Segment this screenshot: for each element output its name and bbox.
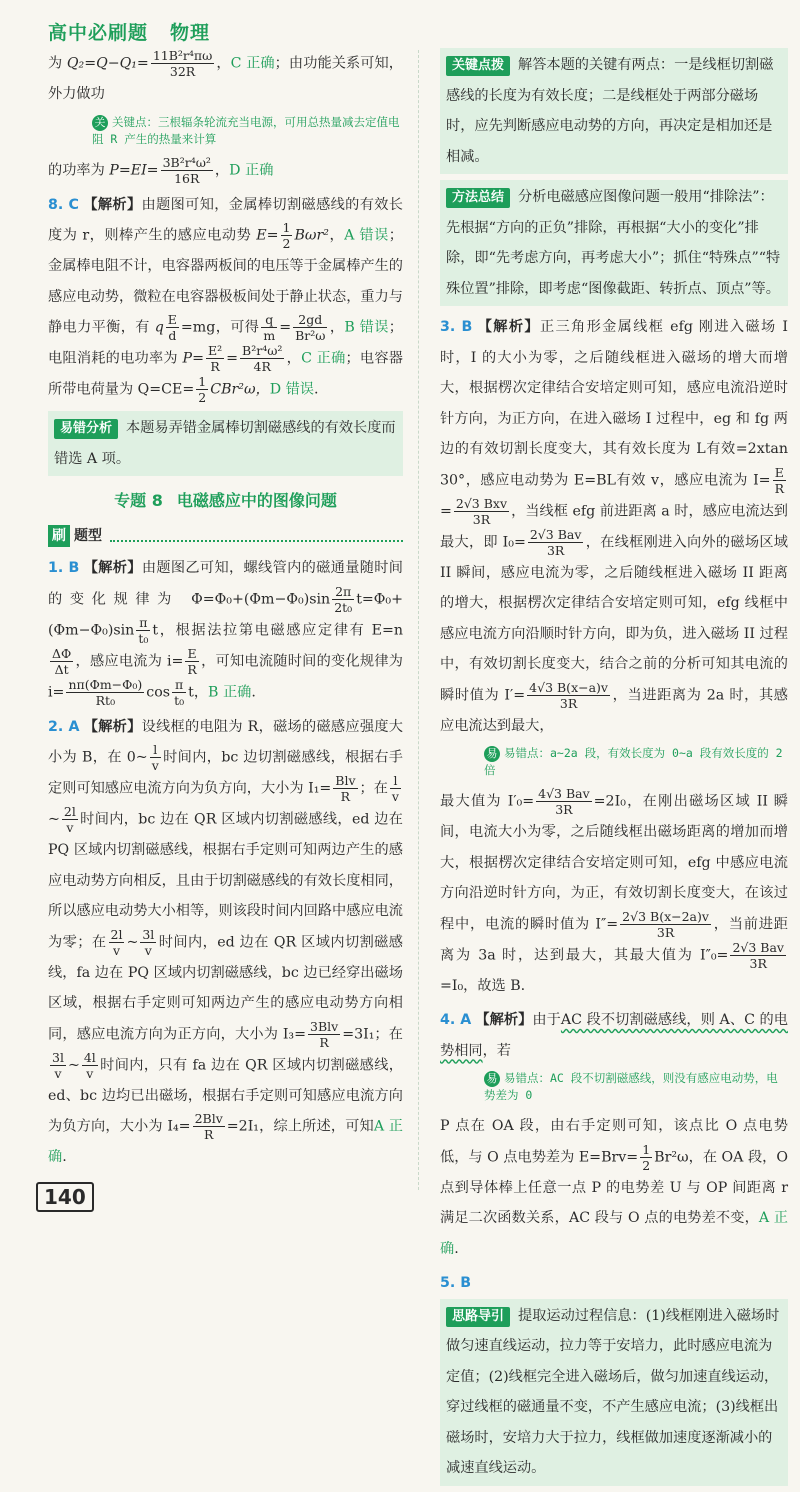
fraction: [620, 909, 711, 940]
denominator: R: [319, 1034, 329, 1050]
numerator: l: [390, 773, 401, 789]
denominator: 3R: [749, 955, 767, 971]
section-title: [48, 486, 403, 517]
key-note: [92, 114, 403, 147]
question-type-banner: [48, 521, 403, 552]
numerator: q: [261, 312, 277, 328]
text-span: 为: [48, 55, 63, 72]
q1-solution: 1. B 【解析】由题图乙可知，螺线管内的磁通量随时间的变化规律为 Φ=Φ₀+(Φm−Φ₀)sin $\frac{2\pi}{\text{2t₀}}$ t=Φ₀+(Φm−Φ₀)sin $\frac{\pi}{\text{t₀}}$ t，根据法拉第电磁感应定律有 E=n $\frac{\Delta\Phi}{\Delta t}$ ，感应电流为 i= $\frac{E}{R}$ ，可知电流随时间的变化规律为 i= $\frac{\text{nπ(Φm−Φ₀)}}{\text{Rt₀}}$ cos $\frac{\pi}{\text{t₀}}$ t，B 正确.: [48, 560, 403, 708]
right-column: [440, 48, 788, 1492]
text-span: 时间内，只有 fa 边在 QR 区域内切割磁感线，ed、bc 边均已出磁场，根据右手定则可知感应电流方向为负方向，大小为 I₄=: [48, 1057, 403, 1135]
numerator: ΔΦ: [52, 645, 72, 661]
denominator: 32R: [169, 64, 196, 79]
numerator: 2√3 Bxv: [455, 495, 508, 511]
text-span: Bωr²: [294, 227, 329, 244]
text-span: 【解析】: [476, 319, 540, 335]
text-span: 易错点：: [504, 1071, 550, 1085]
fraction: [390, 773, 401, 804]
text-span: ，感应电流为 i=: [75, 653, 184, 669]
denominator: R: [203, 1127, 214, 1142]
text-span: 【解析】: [83, 718, 142, 735]
fraction: [151, 48, 215, 79]
denominator: 3R: [472, 511, 491, 527]
text-span: a~2a 段，有效长度为 0~a 段有效长度的 2 倍: [484, 746, 783, 777]
answer-judgement: D 错误: [269, 381, 314, 398]
fraction: [66, 677, 144, 708]
text-span: 提取运动过程信息：(1)线框刚进入磁场时做匀速直线运动，拉力等于安培力，此时感应电流为定值；(2)线框完全进入磁场后，做匀加速直线运动，穿过线框的磁通量不变，不产生感应电流；(3)线框出磁场时，安培力大于拉力，线框做加速度逐渐减小的减速直线运动。: [446, 1307, 780, 1476]
fraction: [240, 343, 284, 374]
text-span: ；电阻消耗的电功率为: [48, 319, 403, 367]
text-span: 由于: [532, 1012, 561, 1028]
text-span: =3I₁；在: [342, 1026, 403, 1042]
text-span: t=Φ₀+(Φm−Φ₀)sin: [48, 591, 403, 638]
fraction: [166, 312, 179, 343]
text-span: ，可知电流随时间的变化规律为 i=: [48, 653, 403, 700]
fraction: [528, 527, 584, 558]
numerator: π: [136, 615, 150, 631]
denominator: 16R: [174, 170, 200, 186]
q5-number: [440, 1268, 788, 1299]
text-span: 易错点：: [504, 746, 550, 760]
error-analysis-box: [48, 411, 403, 476]
text-span: ，当线框 efg 前进距离 a 时，感应电流达到最大，即 I₀=: [440, 503, 788, 550]
q7-tail-line: 为 Q₂=Q−Q₁= $\frac{\text{11B²r⁴πω}}{32R}$ ，C 正确；由功能关系可知，外力做功: [48, 48, 403, 102]
denominator: 4R: [253, 359, 271, 374]
text-span: Br²ω，在 OA 段，O 点到导体棒上任意一点 P 的电势差 U 与 OP 间距离 r 满足二次函数关系，AC 段与 O 点的电势差不变，: [440, 1149, 788, 1226]
thinking-guide-tag: 思路导引: [446, 1307, 510, 1327]
text-span: 电磁感应中的图像问题: [176, 491, 337, 510]
fraction: [140, 927, 156, 958]
text-span: AC 段不切割磁感线，则 A、C 的电势相同: [440, 1012, 788, 1059]
text-span: =: [279, 319, 292, 336]
fraction: [308, 1019, 340, 1050]
numerator: 2l: [63, 804, 76, 819]
fraction: [82, 1050, 98, 1081]
fraction: [136, 615, 150, 646]
key-hint-tag: 关键点拨: [446, 56, 510, 76]
numerator: 2√3 Bav: [732, 939, 784, 955]
numerator: 3l: [142, 926, 155, 942]
numerator: l: [150, 742, 161, 758]
numerator: 3B²r⁴ω²: [162, 154, 211, 170]
text-span: 【解析】: [475, 1012, 533, 1028]
denominator: Rt₀: [95, 692, 116, 708]
text-span: 解答本题的关键有两点：一是线框切割磁感线的长度为有效长度；二是线框处于两部分磁场时，应先判断感应电动势的方向，再决定是相加还是相减。: [446, 57, 774, 165]
denominator: R: [210, 359, 220, 374]
q8-solution: 8. C 【解析】由题图可知，金属棒切割磁感线的有效长度为 r，则棒产生的感应电动势 E= $\frac{1}{2}$ Bωr²，A 错误；金属棒电阻不计，电容器两板间的电压等于金属棒产生的感应电动势，微粒在电容器极板间处于静止状态，重力与静电力平衡，有 q $\frac{E}{d}$ =mg，可得 $\frac{q}{m}$ = $\frac{2gd}{\text{Br²ω}}$ ，B 错误；电阻消耗的电功率为 P= $\frac{\text{E²}}{R}$ = $\frac{\text{B²r⁴ω²}}{4R}$ ，C 正确；电容器所带电荷量为 Q=CE= $\frac{1}{2}$ CBr²ω，D 错误.: [48, 196, 403, 405]
text-span: 最大值为 I′₀=: [440, 793, 535, 810]
text-span: P=: [182, 350, 204, 367]
fraction: [261, 312, 277, 343]
key-note-icon: 关: [92, 115, 108, 131]
method-summary-box: [440, 180, 788, 306]
q3-solution-cont: [440, 786, 788, 1001]
error-analysis-tag: 易错分析: [54, 419, 118, 439]
answer-judgement: C 正确: [301, 350, 346, 367]
text-span: 【解析】: [83, 560, 142, 576]
text-span: ，当进距离为 2a 时，其感应电流达到最大，: [440, 687, 788, 734]
text-span: 三根辐条轮流充当电源，可用总热量减去定值电阻 R 产生的热量来计算: [92, 114, 400, 146]
answer-judgement: C 正确: [230, 55, 275, 72]
text-span: ~: [48, 811, 60, 828]
error-note: [484, 1070, 788, 1103]
fraction: [206, 343, 224, 374]
denominator: v: [86, 1065, 94, 1081]
text-span: CBr²ω，: [210, 381, 270, 398]
text-span: E=: [256, 227, 279, 244]
denominator: 2: [282, 236, 291, 251]
denominator: R: [774, 480, 784, 496]
fraction: [109, 927, 125, 958]
text-span: =: [226, 350, 239, 367]
numerator: 3Blv: [310, 1018, 339, 1034]
text-span: 专题 8: [114, 491, 163, 510]
page-number: 140: [36, 1182, 94, 1212]
denominator: 2: [642, 1157, 651, 1173]
key-hint-box: [440, 48, 788, 174]
numerator: nπ(Φm−Φ₀): [68, 676, 143, 692]
numerator: E²: [207, 343, 223, 358]
question-number: 1. B: [48, 560, 80, 576]
numerator: 2π: [332, 584, 354, 600]
fraction: [161, 155, 213, 186]
text-span: t，: [188, 684, 209, 700]
dotted-rule: [110, 530, 403, 542]
denominator: t₀: [138, 630, 149, 646]
text-span: ~: [67, 1057, 80, 1073]
numerator: 1: [642, 1141, 651, 1157]
text-span: 由题图可知，金属棒切割磁感线的有效长度为 r，则棒产生的感应电动势: [48, 196, 403, 244]
fraction: [172, 677, 186, 708]
fraction: [454, 496, 509, 527]
text-span: =2I₁，综上所述，可知: [226, 1118, 374, 1135]
method-summary-tag: 方法总结: [446, 188, 510, 208]
denominator: 3R: [546, 542, 565, 558]
text-span: 【解析】: [82, 196, 142, 213]
question-number: 5. B: [440, 1275, 472, 1291]
question-number: 3. B: [440, 319, 473, 335]
text-span: =mg，可得: [180, 319, 260, 336]
answer-judgement: B 错误: [344, 319, 389, 336]
numerator: 2Blv: [194, 1111, 223, 1126]
fraction: [640, 1142, 652, 1173]
text-span: ，在线框刚进入向外的磁场区域 II 瞬间，感应电流为零，之后随线框进入磁场 II 距离的增大，根据楞次定律结合安培定则可知，efg 线框中感应电流方向沿顺时针方向，即为负，进入磁场 II 过程中，有效切割长度变大，结合之前的分析可知其电流的瞬时值为 I′=: [440, 534, 788, 703]
text-span: =2I₀，在刚出磁场区域 II 瞬间，电流大小为零，之后随线框出磁场距离的增加而增大，根据楞次定律结合安培定则可知，efg 中感应电流方向沿逆时针方向，为正，有效切割长度变大，在该过程中，电流的瞬时值为 I″=: [440, 793, 788, 932]
text-span: Q₂=Q−Q₁=: [66, 55, 149, 72]
error-note-icon: 易: [484, 746, 500, 762]
fraction: [150, 742, 161, 773]
denominator: R: [340, 789, 351, 804]
text-span: t，根据法拉第电磁感应定律有 E=n: [152, 622, 403, 638]
numerator: 2l: [110, 926, 123, 942]
fraction: [185, 646, 198, 677]
denominator: v: [151, 758, 159, 773]
denominator: v: [144, 942, 152, 958]
text-span: P=EI=: [109, 162, 159, 178]
text-span: 关键点：: [112, 114, 158, 129]
answer-judgement: A 正确: [48, 1118, 403, 1165]
fraction: [193, 1111, 225, 1142]
text-span: ；电容器所带电荷量为 Q=CE=: [48, 350, 403, 398]
text-span: ~: [126, 934, 139, 950]
thinking-guide-box: [440, 1299, 788, 1486]
text-span: ，若: [482, 1042, 511, 1059]
subject-title: 物理: [170, 22, 211, 44]
fraction: [50, 646, 73, 677]
question-number: 2. A: [48, 718, 80, 735]
denominator: 3R: [555, 802, 573, 817]
denominator: m: [263, 328, 276, 343]
q3-solution: [440, 312, 788, 741]
text-span: 的功率为: [48, 162, 105, 178]
numerator: 11B²r⁴πω: [152, 48, 213, 63]
page-header: [48, 18, 210, 45]
fraction: [196, 374, 208, 405]
numerator: E: [167, 312, 177, 327]
numerator: 4√3 Bav: [538, 786, 590, 801]
numerator: 2√3 B(x−2a)v: [622, 908, 709, 924]
fraction: [773, 465, 786, 496]
text-span: =: [440, 503, 452, 519]
fraction: [536, 786, 592, 817]
numerator: 2gd: [293, 312, 327, 328]
book-title: 高中必刷题: [48, 22, 149, 44]
fraction: [332, 584, 354, 615]
column-divider: [418, 50, 419, 1190]
left-column: [48, 48, 403, 1173]
denominator: R: [187, 661, 197, 677]
text-span: 本题易弄错金属棒切割磁感线的有效长度而错选 A 项。: [54, 420, 396, 467]
text-span: ，当前进距离为 3a 时，达到最大，其最大值为 I″₀=: [440, 916, 788, 963]
question-number: 8. C: [48, 196, 79, 213]
numerator: 1: [198, 374, 207, 389]
text-span: 分析电磁感应图像问题一般用“排除法”：先根据“方向的正负”排除，再根据“大小的变化”排除，即“先考虑方向，再考虑大小”；抓住“特殊点”“特殊位置”排除，即考虑“图像截距、转折点、顶点”等。: [446, 189, 781, 297]
text-span: AC 段不切割磁感线，则没有感应电动势，电势差为 0: [484, 1071, 778, 1102]
denominator: Δt: [54, 661, 69, 677]
error-note: [484, 745, 788, 778]
denominator: 2: [198, 390, 207, 405]
text-span: 时间内，bc 边在 QR 区域内切割磁感线，ed 边在 PQ 区域内切割磁感线，根据右手定则可知两边产生的感应电动势方向相反，且由于切割磁感线的有效长度相同，所以感应电动势大小相等，则该段时间内回路中感应电流为零；在: [48, 811, 403, 950]
denominator: 3R: [656, 924, 675, 940]
denominator: v: [391, 789, 399, 804]
denominator: 2t₀: [334, 599, 353, 615]
denominator: Br²ω: [295, 328, 326, 343]
text-span: cos: [146, 684, 171, 700]
text-span: 设线框的电阻为 R，磁场的磁感应强度大小为 B，在 0~: [48, 718, 403, 766]
text-span: ；金属棒电阻不计，电容器两板间的电压等于金属棒产生的感应电动势，微粒在电容器极板间处于静止状态，重力与静电力平衡，有: [48, 227, 403, 336]
q4-solution: [440, 1005, 788, 1066]
text-span: 时间内，bc 边切割磁感线，根据右手定则可知感应电流方向为负方向，大小为 I₁=: [48, 749, 403, 797]
numerator: 2√3 Bav: [529, 526, 582, 542]
answer-judgement: A 正确: [440, 1210, 788, 1257]
numerator: 4l: [83, 1049, 96, 1065]
denominator: v: [66, 820, 74, 835]
fraction: [527, 680, 610, 711]
denominator: v: [112, 942, 120, 958]
q4-solution-cont: P 点在 OA 段，由右手定则可知，该点比 O 点电势低，与 O 点电势差为 E=Brv= $\frac{1}{2}$ Br²ω，在 OA 段，O 点到导体棒上任意一点 P 的电势差 U 与 OP 间距离 r 满足二次函数关系，AC 段与 O 点的电势差不变，A 正确.: [440, 1118, 788, 1257]
numerator: E: [773, 465, 786, 481]
text-span: 题型: [74, 527, 102, 544]
text-span: q: [154, 319, 164, 336]
denominator: d: [168, 328, 177, 343]
numerator: 3l: [52, 1049, 64, 1065]
q7-power-line: 的功率为 P=EI= $\frac{\text{3B²r⁴ω²}}{16R}$ ，D 正确: [48, 154, 274, 186]
numerator: 1: [282, 220, 291, 235]
question-number: 4. A: [440, 1012, 472, 1028]
q2-solution: 2. A 【解析】设线框的电阻为 R，磁场的磁感应强度大小为 B，在 0~ $\frac{l}{v}$ 时间内，bc 边切割磁感线，根据右手定则可知感应电流方向为负方向，大小为 I₁= $\frac{\text{Blv}}{R}$ ；在 $\frac{l}{v}$ ~ $\frac{2l}{v}$ 时间内，bc 边在 QR 区域内切割磁感线，ed 边在 PQ 区域内切割磁感线，根据右手定则可知两边产生的感应电动势方向相反，且由于切割磁感线的有效长度相同，所以感应电动势大小相等，则该段时间内回路中感应电流为零；在 $\frac{2l}{v}$ ~ $\frac{3l}{v}$ 时间内，ed 边在 QR 区域内切割磁感线，fa 边在 PQ 区域内切割磁感线，bc 边已经穿出磁场区域，根据右手定则可知两边产生的感应电动势方向相同，感应电流方向为正方向，大小为 I₃= $\frac{\text{3Blv}}{R}$ =3I₁；在 $\frac{3l}{v}$ ~ $\frac{4l}{v}$ 时间内，只有 fa 边在 QR 区域内切割磁感线，ed、bc 边均已出磁场，根据右手定则可知感应电流方向为负方向，大小为 I₄= $\frac{\text{2Blv}}{R}$ =2I₁，综上所述，可知A 正确.: [48, 718, 403, 1165]
fraction: [730, 940, 786, 971]
text-span: =I₀，故选 B.: [440, 977, 526, 994]
text-span: 正三角形金属线框 efg 刚进入磁场 I 时，I 的大小为零，之后随线框进入磁场的增大而增大，根据楞次定律结合安培定则可知，感应电流沿逆时针方向，为正方向，在进入磁场 I 过程中，eg 和 fg 两边的有效切割长度变大，其有效长度为 L有效=2xtan 30°，感应电动势为 E=BL有效 v，感应电流为 I=: [440, 319, 788, 488]
numerator: E: [185, 646, 198, 662]
answer-judgement: A 错误: [344, 227, 389, 244]
brush-icon: 刷: [48, 525, 70, 547]
text-span: P 点在 OA 段，由右手定则可知，该点比 O 点电势低，与 O 点电势差为 E=Brv=: [440, 1118, 788, 1165]
fraction: [293, 312, 327, 343]
numerator: 4√3 B(x−a)v: [529, 679, 608, 695]
fraction: [62, 804, 78, 835]
fraction: [281, 220, 293, 251]
fraction: [50, 1050, 66, 1081]
numerator: Blv: [335, 773, 356, 788]
numerator: B²r⁴ω²: [242, 343, 283, 358]
fraction: [333, 773, 357, 804]
text-span: ；在: [359, 780, 388, 797]
answer-judgement: D 正确: [229, 162, 274, 178]
text-span: ；由功能关系可知，外力做功: [48, 55, 403, 102]
text-span: 由题图乙可知，螺线管内的磁通量随时间的变化规律为 Φ=Φ₀+(Φm−Φ₀)sin: [48, 560, 403, 607]
answer-judgement: B 正确: [208, 684, 252, 700]
numerator: π: [172, 677, 186, 693]
denominator: t₀: [174, 692, 185, 708]
text-span: 时间内，ed 边在 QR 区域内切割磁感线，fa 边在 PQ 区域内切割磁感线，bc 边已经穿出磁场区域，根据右手定则可知两边产生的感应电动势方向相同，感应电流方向为正方向，大小为 I₃=: [48, 934, 403, 1042]
error-note-icon: 易: [484, 1071, 500, 1087]
denominator: v: [54, 1065, 62, 1081]
denominator: 3R: [559, 695, 578, 711]
